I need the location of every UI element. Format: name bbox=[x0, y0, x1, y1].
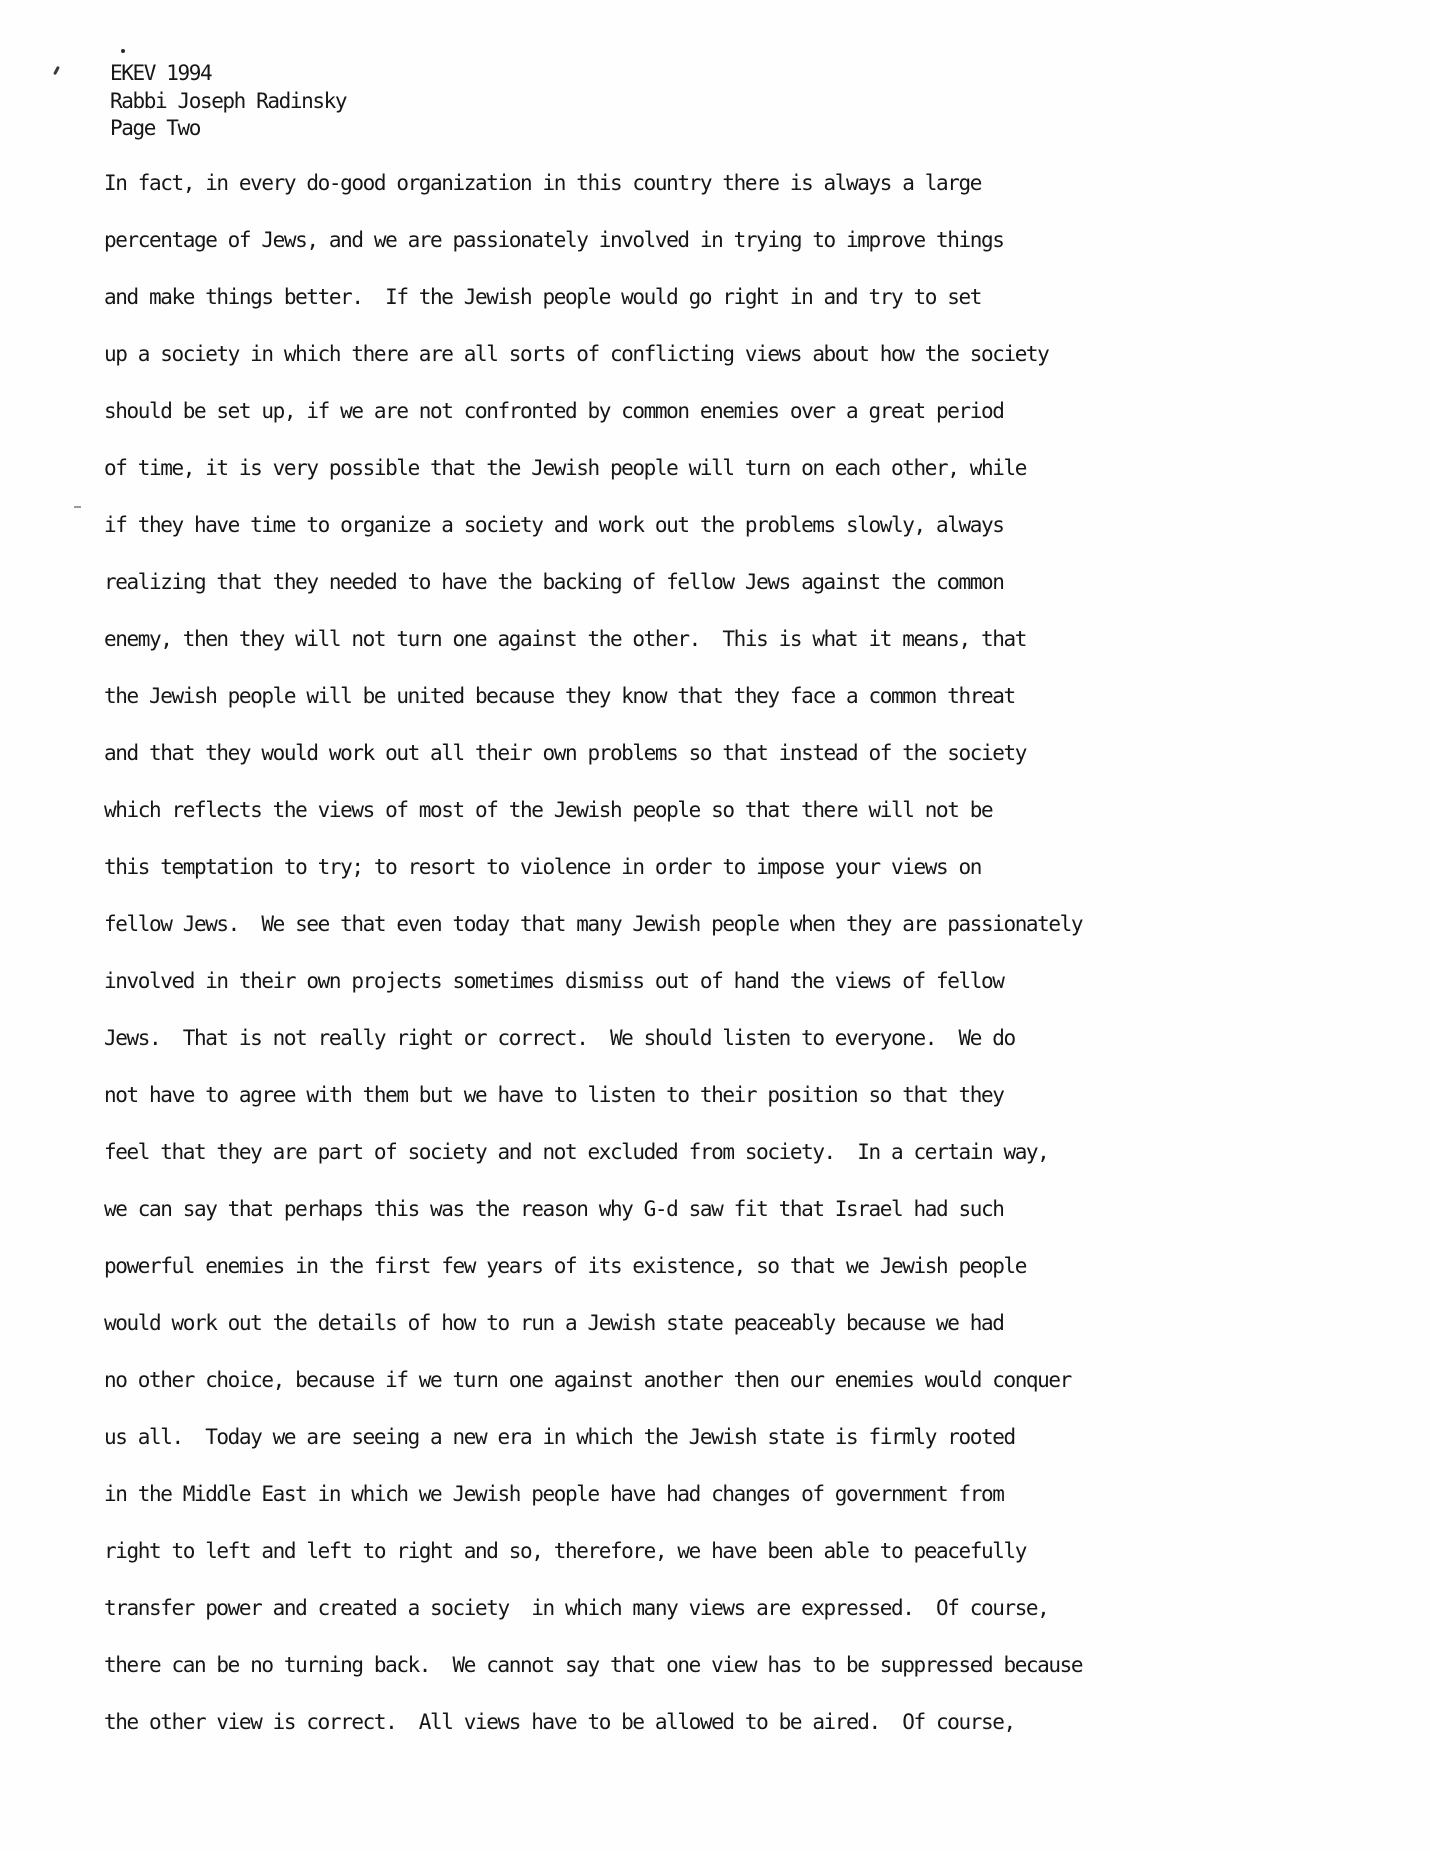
document-line: fellow Jews. We see that even today that many Jewish people when they are passionately bbox=[104, 912, 1083, 936]
document-line: of time, it is very possible that the Jewish people will turn on each other, while bbox=[104, 456, 1026, 480]
document-page-number: Page Two bbox=[110, 116, 200, 140]
document-line: not have to agree with them but we have to listen to their position so that they bbox=[104, 1083, 1004, 1107]
document-line: involved in their own projects sometimes dismiss out of hand the views of fellow bbox=[104, 969, 1004, 993]
document-line: if they have time to organize a society and work out the problems slowly, always bbox=[104, 513, 1004, 537]
document-line: powerful enemies in the first few years of its existence, so that we Jewish people bbox=[104, 1254, 1026, 1278]
document-body bbox=[104, 168, 1304, 1764]
document-line: and make things better. If the Jewish people would go right in and try to set bbox=[104, 285, 981, 309]
document-line: would work out the details of how to run a Jewish state peaceably because we had bbox=[104, 1311, 1004, 1335]
document-line: up a society in which there are all sorts of conflicting views about how the society bbox=[104, 342, 1049, 366]
document-line: which reflects the views of most of the Jewish people so that there will not be bbox=[104, 798, 993, 822]
document-line: this temptation to try; to resort to violence in order to impose your views on bbox=[104, 855, 981, 879]
scan-artifact-mark bbox=[53, 66, 60, 75]
document-line: us all. Today we are seeing a new era in which the Jewish state is firmly rooted bbox=[104, 1425, 1015, 1449]
scan-artifact-dash bbox=[74, 506, 81, 508]
document-line: in the Middle East in which we Jewish people have had changes of government from bbox=[104, 1482, 1004, 1506]
document-line: realizing that they needed to have the backing of fellow Jews against the common bbox=[104, 570, 1004, 594]
document-line: enemy, then they will not turn one against the other. This is what it means, that bbox=[104, 627, 1026, 651]
document-line: percentage of Jews, and we are passionately involved in trying to improve things bbox=[104, 228, 1004, 252]
document-line: we can say that perhaps this was the reason why G-d saw fit that Israel had such bbox=[104, 1197, 1004, 1221]
document-line: feel that they are part of society and not excluded from society. In a certain way, bbox=[104, 1140, 1049, 1164]
scan-artifact-dot bbox=[121, 49, 125, 53]
document-line: no other choice, because if we turn one against another then our enemies would conquer bbox=[104, 1368, 1071, 1392]
document-line: the other view is correct. All views have to be allowed to be aired. Of course, bbox=[104, 1710, 1015, 1734]
document-line: transfer power and created a society in which many views are expressed. Of course, bbox=[104, 1596, 1049, 1620]
document-line: right to left and left to right and so, therefore, we have been able to peacefully bbox=[104, 1539, 1026, 1563]
document-author: Rabbi Joseph Radinsky bbox=[110, 88, 347, 113]
document-header bbox=[110, 60, 346, 143]
document-line: the Jewish people will be united because they know that they face a common threat bbox=[104, 684, 1015, 708]
document-line: there can be no turning back. We cannot say that one view has to be suppressed because bbox=[104, 1653, 1083, 1677]
document-line: and that they would work out all their own problems so that instead of the society bbox=[104, 741, 1026, 765]
document-title: EKEV 1994 bbox=[110, 61, 212, 85]
document-line: Jews. That is not really right or correct. We should listen to everyone. We do bbox=[104, 1026, 1015, 1050]
document-line: In fact, in every do-good organization in this country there is always a large bbox=[104, 171, 981, 195]
document-line: should be set up, if we are not confronted by common enemies over a great period bbox=[104, 399, 1004, 423]
